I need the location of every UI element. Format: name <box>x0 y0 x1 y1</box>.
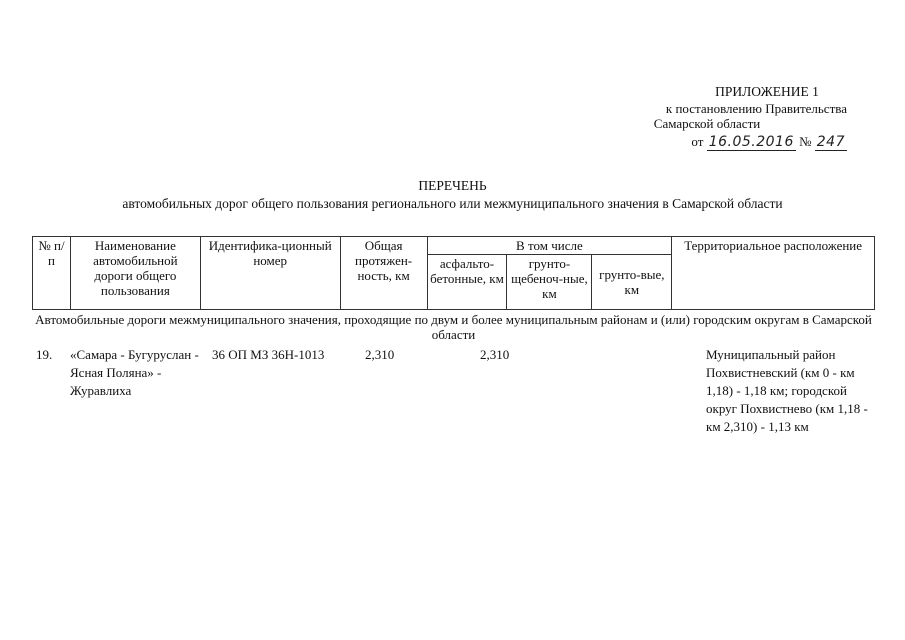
row-location: Муниципальный район Похвистневский (км 0 - км 1,18) - 1,18 км; городской округ Похвистнево (км 1,18 - км 2,310) - 1,13 км <box>706 347 868 434</box>
appendix-date-line <box>587 134 847 150</box>
document-title: ПЕРЕЧЕНЬ <box>418 178 487 193</box>
handwritten-date: 16.05.2016 <box>708 134 794 150</box>
header-num: № п/п <box>33 237 71 310</box>
header-name: Наименование автомобильной дороги общего пользования <box>70 237 200 310</box>
header-gravel: грунто-щебеноч-ные, км <box>507 255 592 310</box>
appendix-line-region: Самарской области <box>653 116 761 131</box>
appendix-title: ПРИЛОЖЕНИЕ 1 <box>715 84 819 99</box>
header-total: Общая протяжен-ность, км <box>340 237 427 310</box>
header-asphalt: асфальто-бетонные, км <box>427 255 507 310</box>
date-prefix: от <box>691 134 704 149</box>
row-num: 19. <box>36 347 53 362</box>
header-location: Территориальное расположение <box>672 237 875 310</box>
header-including: В том числе <box>427 237 672 255</box>
row-asphalt-length: 2,310 <box>480 347 510 362</box>
header-id: Идентифика-ционный номер <box>200 237 340 310</box>
section-title: Автомобильные дороги межмуниципального значения, проходящие по двум и более муниципальным районам и (или) городским округам в Самарской области <box>35 312 872 342</box>
roads-table-header <box>32 236 875 310</box>
appendix-line-resolution: к постановлению Правительства <box>665 101 847 116</box>
row-total-length: 2,310 <box>365 347 395 362</box>
document-subtitle: автомобильных дорог общего пользования регионального или межмуниципального значения в Самарской области <box>122 196 783 211</box>
row-road-name: «Самара - Бугуруслан - Ясная Поляна» - Журавлиха <box>70 347 199 398</box>
header-dirt: грунто-вые, км <box>592 255 672 310</box>
handwritten-number: 247 <box>816 134 845 150</box>
number-prefix: № <box>799 134 812 149</box>
row-id-number: 36 ОП МЗ 36Н-1013 <box>212 347 325 362</box>
